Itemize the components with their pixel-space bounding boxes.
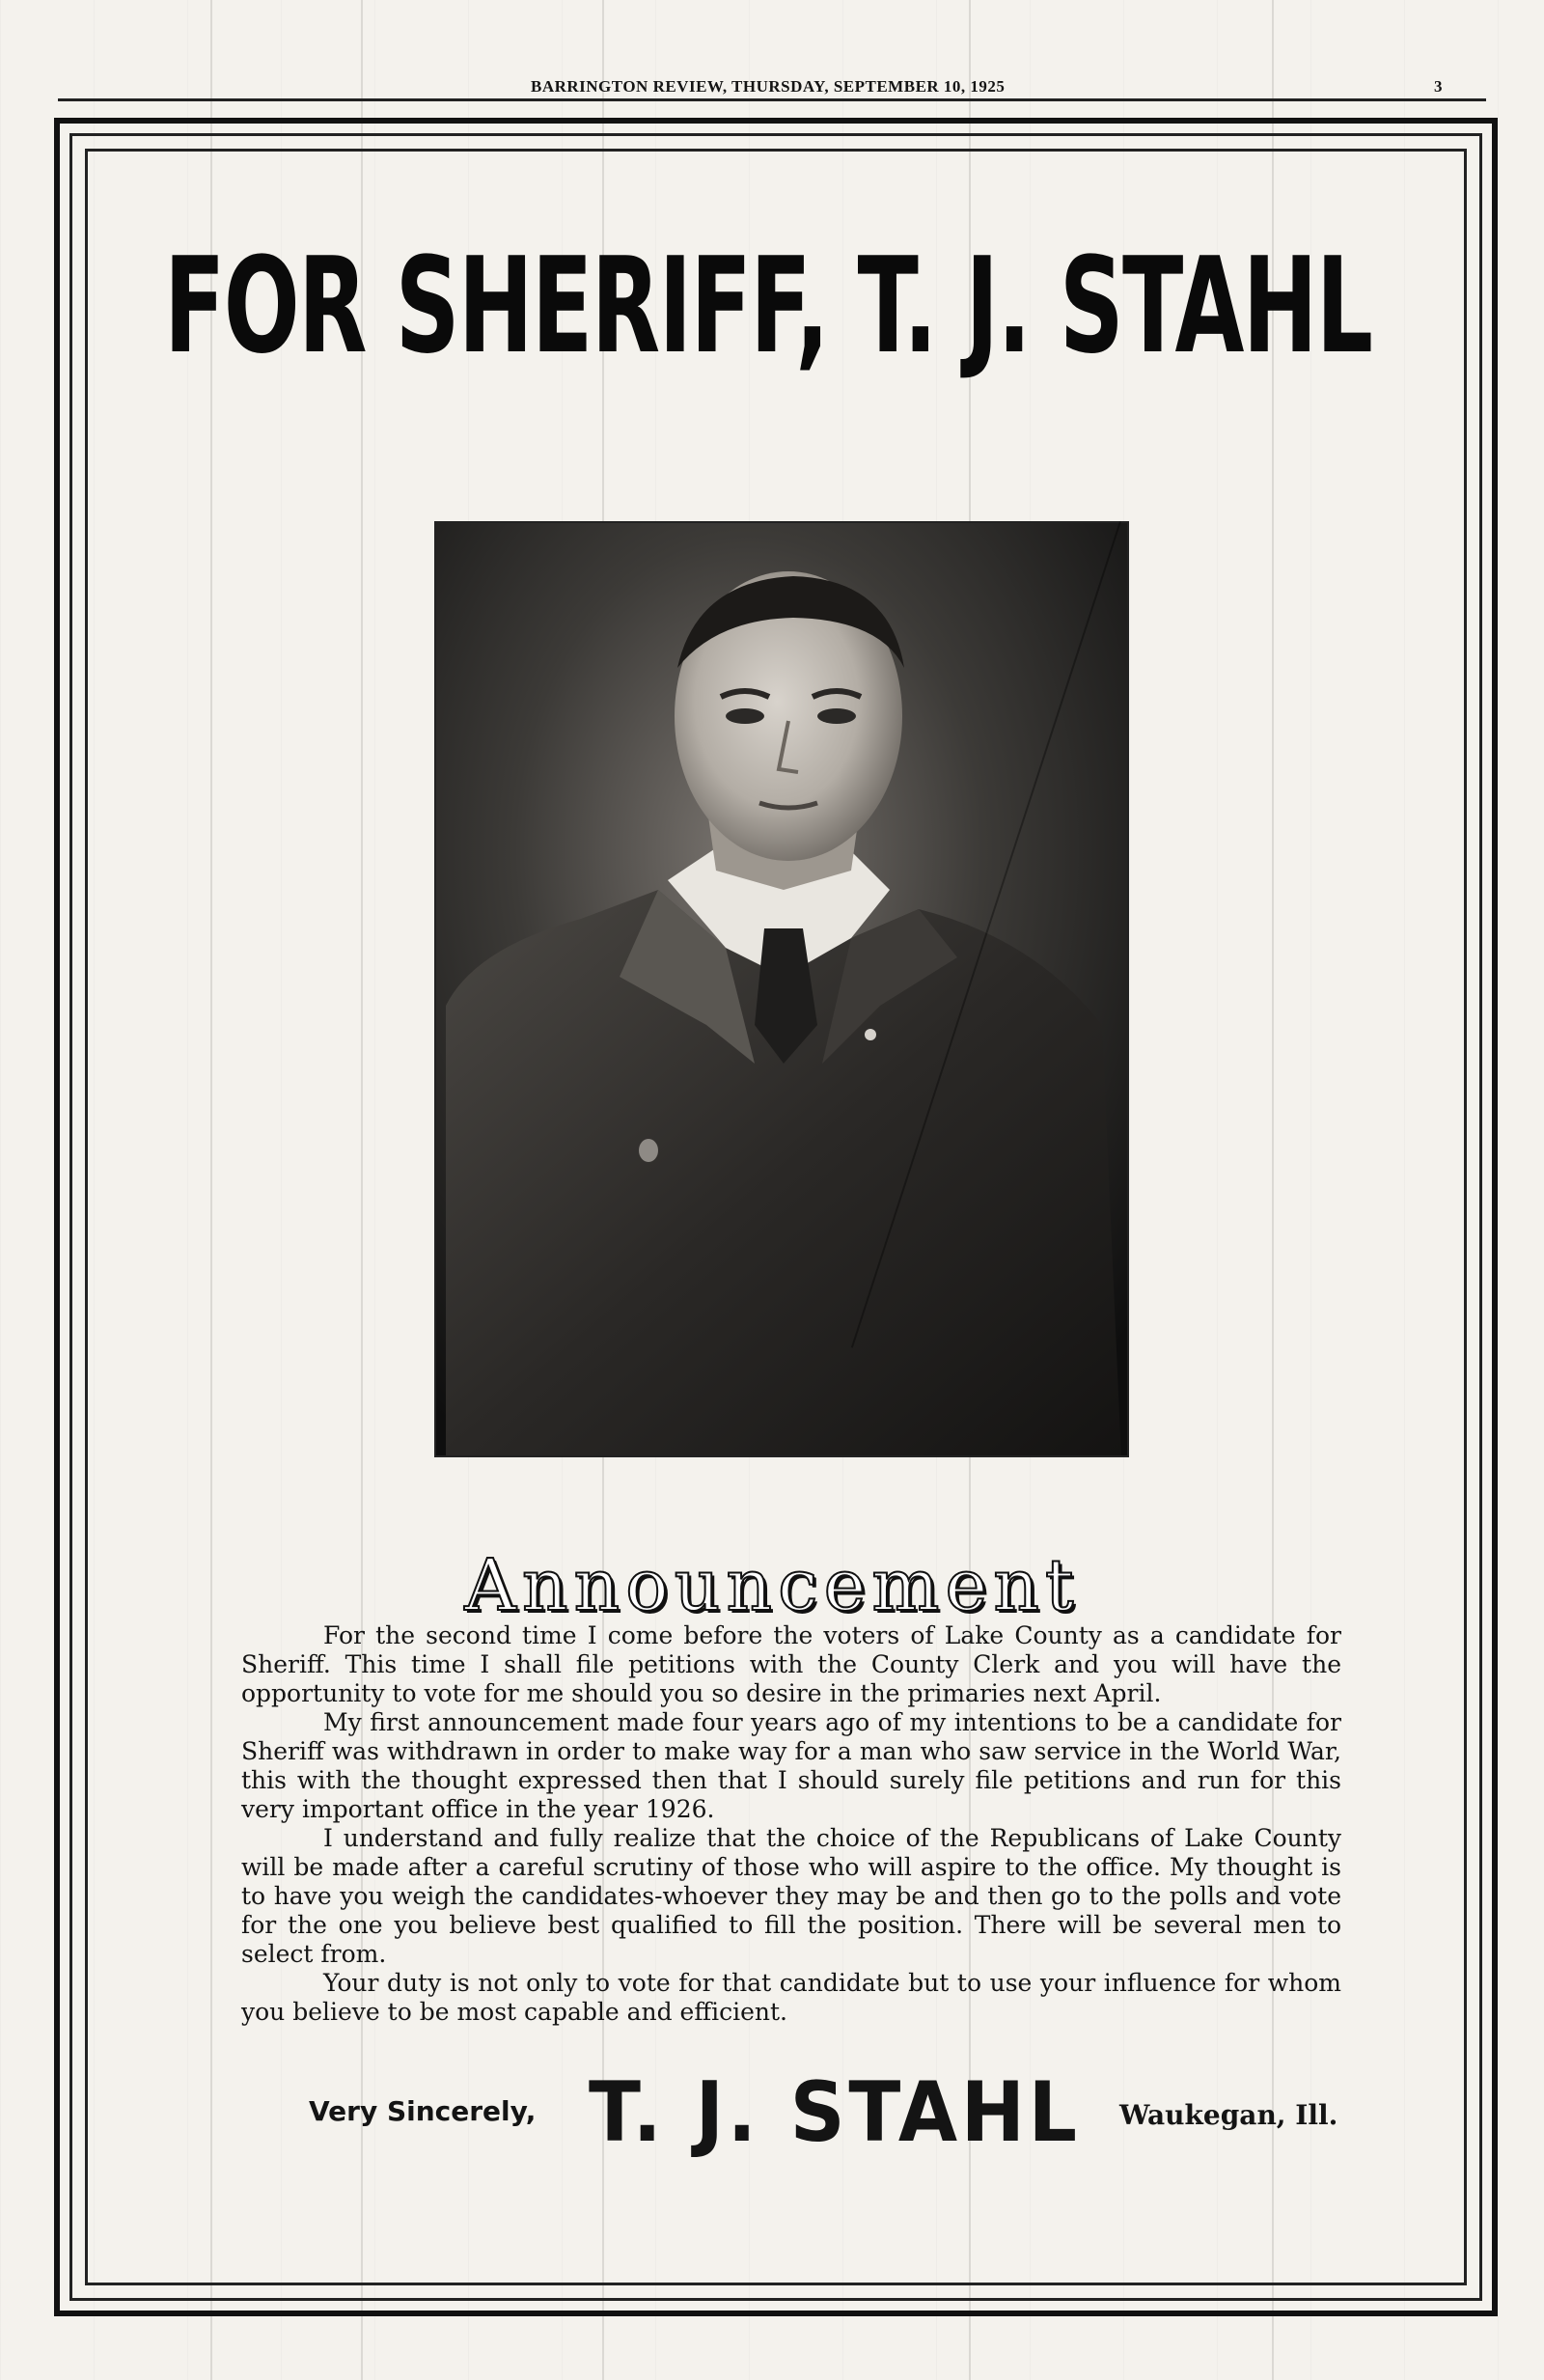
- announcement-paragraph: I understand and fully realize that the choice of the Republicans of Lake County will be made after a careful scrutiny of those who will aspire to the office. My thought is to have you weigh the candidates-whoever they may be and then go to the polls and vote for the one you believe best qualified to fill the position. There will be several men to select from.: [241, 1824, 1341, 1968]
- candidate-portrait: [434, 521, 1129, 1457]
- masthead: [0, 77, 1544, 98]
- signature-location: Waukegan, Ill.: [1119, 2099, 1338, 2131]
- closing-salutation: Very Sincerely,: [309, 2095, 537, 2127]
- page-number: 3: [1434, 77, 1443, 96]
- portrait-illustration: [436, 523, 1129, 1457]
- announcement-paragraph: Your duty is not only to vote for that candidate but to use your influence for whom you believe to be most capable and efficient.: [241, 1969, 1341, 2026]
- ad-headline: [164, 229, 1372, 384]
- masthead-rule: [58, 98, 1486, 101]
- announcement-paragraph: For the second time I come before the voters of Lake County as a candidate for Sheriff. This time I shall file petitions with the County Clerk and you will have the opportunity to vote for me should you so desire in the primaries next April.: [241, 1621, 1341, 1707]
- ad-headline-text: FOR SHERIFF, T. J. STAHL: [164, 229, 1372, 384]
- masthead-text: BARRINGTON REVIEW, THURSDAY, SEPTEMBER 10, 1925: [531, 77, 1006, 96]
- signature-name: T. J. STAHL: [589, 2064, 1081, 2161]
- signature-line: [241, 2064, 1341, 2161]
- announcement-body: [241, 1621, 1341, 2027]
- announcement-paragraph: My first announcement made four years ago of my intentions to be a candidate for Sheriff was withdrawn in order to make way for a man who saw service in the World War, this with the thought expressed then that I should surely file petitions and run for this very important office in the year 1926.: [241, 1708, 1341, 1823]
- announcement-title: Announcement: [464, 1544, 1080, 1627]
